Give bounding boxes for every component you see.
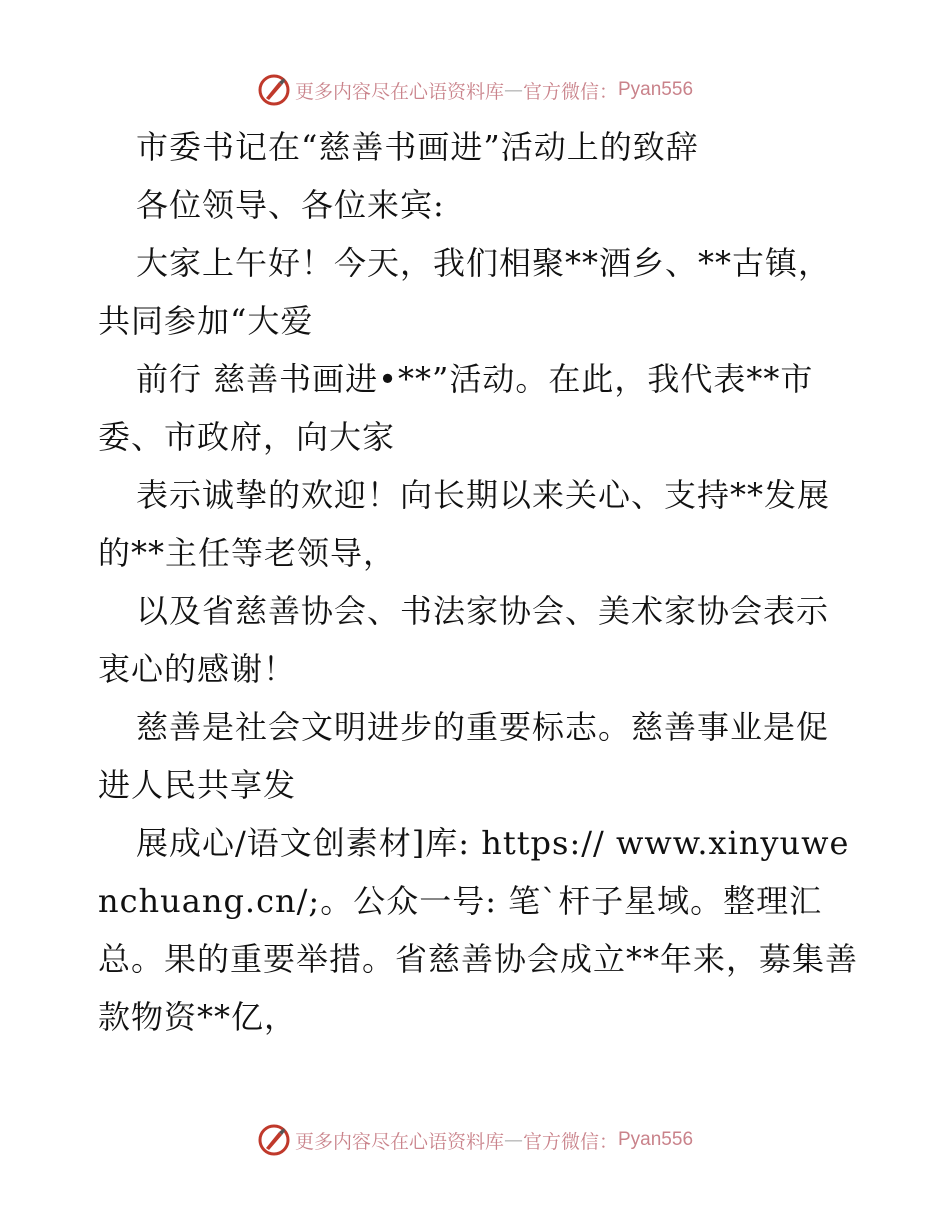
paragraph: 展成心/语文创素材]库: https:// www.xinyuwenchuang.cn/;。公众一号: 笔`杆子星域。整理汇总。果的重要举措。省慈善协会成立**年来，募集善款物资**亿， xyxy=(98,824,859,1036)
banner-separator: — xyxy=(503,79,523,101)
banner-wechat-id: Pyan556 xyxy=(618,79,694,100)
quill-logo-icon xyxy=(257,1123,291,1157)
paragraph: 慈善是社会文明进步的重要标志。慈善事业是促进人民共享发 xyxy=(98,708,830,804)
paragraph: 前行 慈善书画进•**”活动。在此，我代表**市委、市政府，向大家 xyxy=(98,360,814,456)
quill-logo-icon xyxy=(257,73,291,107)
document-title: 市委书记在“慈善书画进”活动上的致辞 xyxy=(136,128,699,166)
banner-separator: — xyxy=(503,1129,523,1151)
banner-wechat-label: 官方微信： xyxy=(522,80,618,103)
document-body xyxy=(98,118,858,1046)
banner-wechat-id: Pyan556 xyxy=(618,1129,694,1150)
banner-text: 更多内容尽在心语资料库 xyxy=(294,1130,504,1153)
banner-text: 更多内容尽在心语资料库 xyxy=(294,80,504,103)
paragraph: 各位领导、各位来宾: xyxy=(136,186,445,224)
banner-wechat-label: 官方微信： xyxy=(522,1130,618,1153)
paragraph: 以及省慈善协会、书法家协会、美术家协会表示衷心的感谢！ xyxy=(98,592,830,688)
paragraph: 表示诚挚的欢迎！向长期以来关心、支持**发展的**主任等老领导， xyxy=(98,476,831,572)
footer-banner xyxy=(0,1120,950,1160)
header-banner xyxy=(0,70,950,110)
paragraph: 大家上午好！今天，我们相聚**酒乡、**古镇，共同参加“大爱 xyxy=(98,244,832,340)
